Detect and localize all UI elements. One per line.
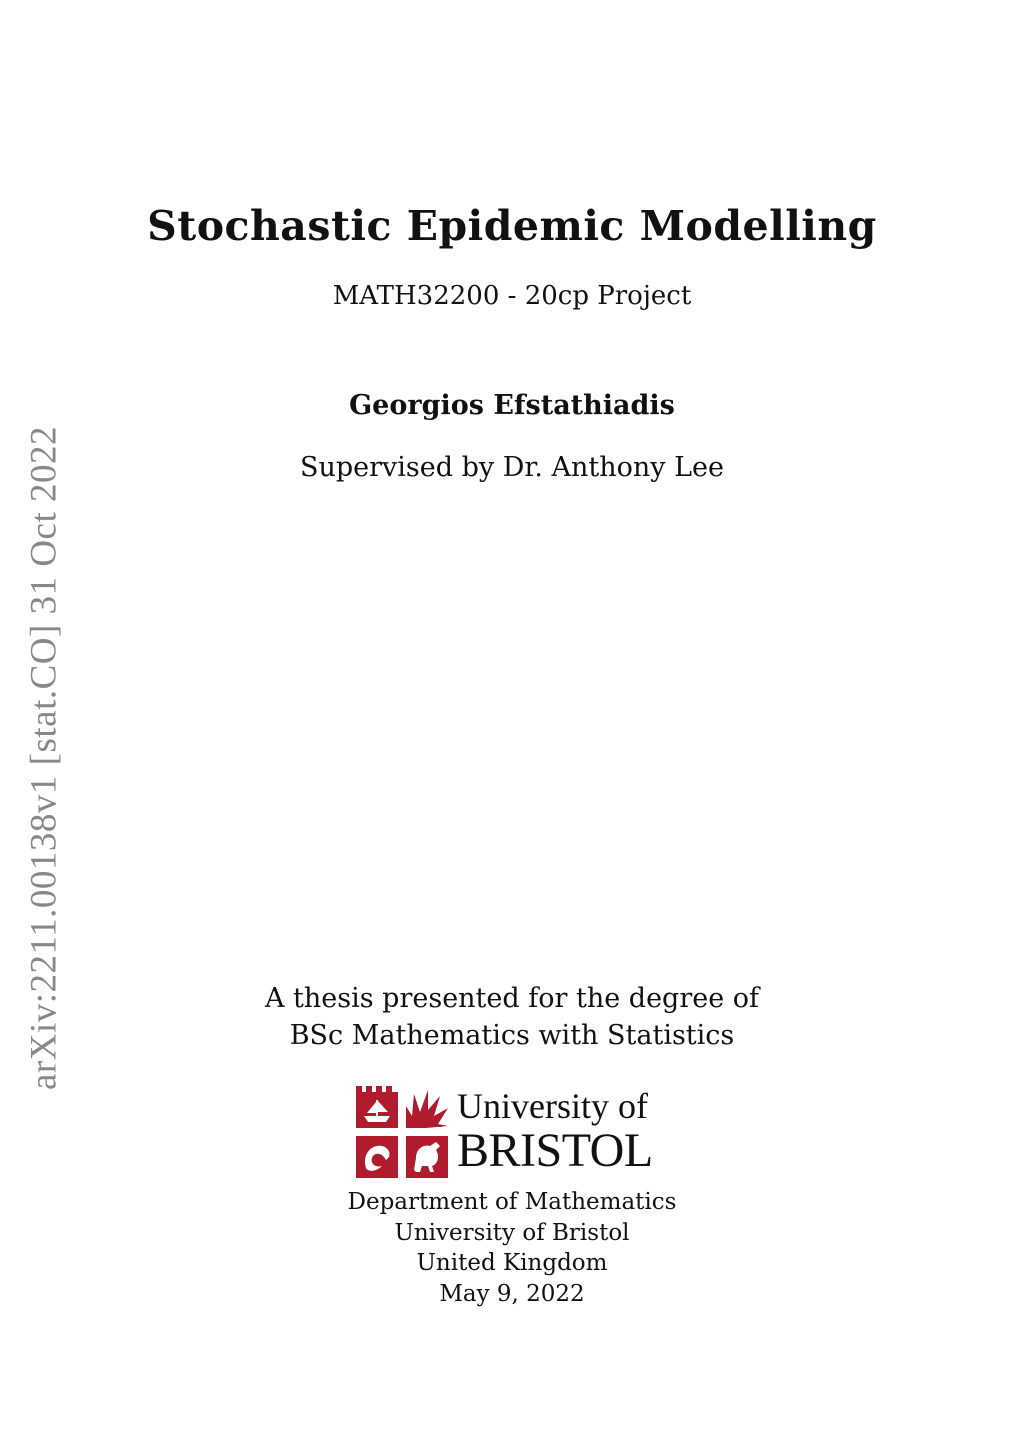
- university-crest-icon: [356, 1086, 448, 1178]
- country: United Kingdom: [416, 1250, 608, 1276]
- degree-line-2: BSc Mathematics with Statistics: [289, 1020, 735, 1051]
- university-logo: [356, 1086, 670, 1180]
- submission-date: May 9, 2022: [439, 1281, 585, 1307]
- supervisor-line: Supervised by Dr. Anthony Lee: [299, 452, 724, 483]
- author-name: Georgios Efstathiadis: [349, 390, 675, 421]
- logo-text-line-1: University of: [457, 1086, 648, 1126]
- course-code: MATH32200 - 20cp Project: [332, 281, 692, 311]
- department: Department of Mathematics: [347, 1189, 677, 1215]
- university-name: University of Bristol: [394, 1220, 630, 1246]
- logo-text-line-2: BRISTOL: [457, 1124, 653, 1177]
- logo-wordmark: [457, 1086, 653, 1176]
- arxiv-stamp[interactable]: arXiv:2211.00138v1 [stat.CO] 31 Oct 2022: [23, 426, 65, 1090]
- thesis-title: Stochastic Epidemic Modelling: [147, 202, 877, 250]
- degree-line-1: A thesis presented for the degree of: [264, 983, 760, 1014]
